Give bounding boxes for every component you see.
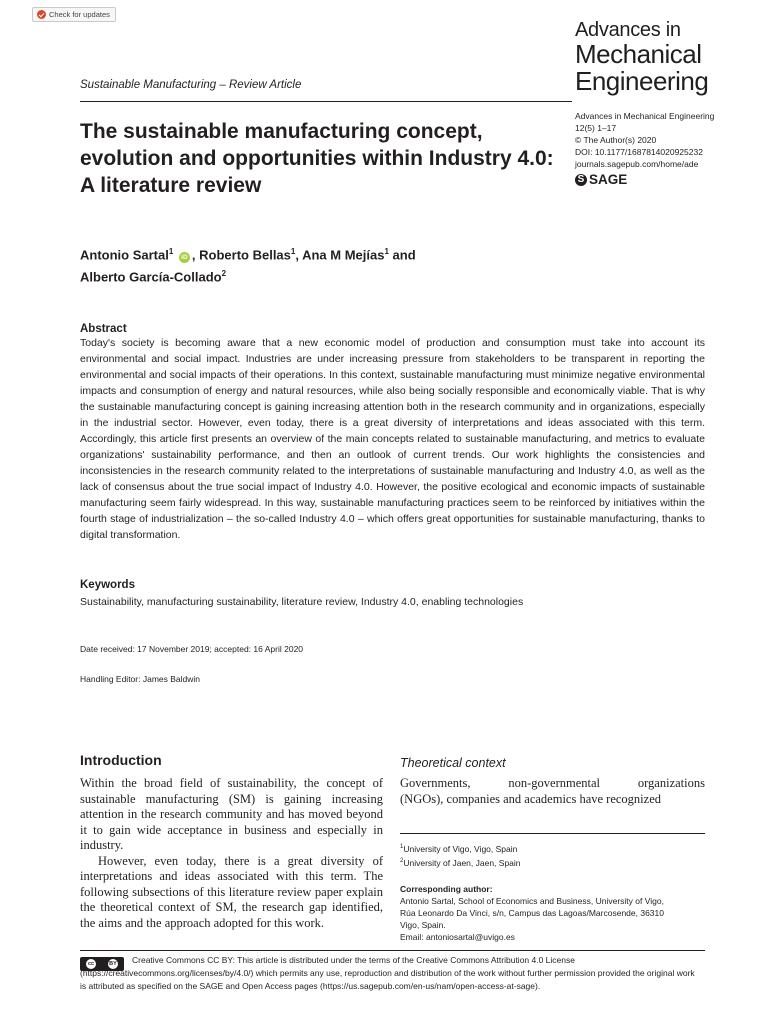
author-affiliation-sup: 1 xyxy=(168,247,174,256)
sage-logo xyxy=(575,172,627,187)
author-conjunction: and xyxy=(388,247,416,263)
keywords-heading: Keywords xyxy=(80,579,135,591)
handling-editor: Handling Editor: James Baldwin xyxy=(80,674,201,684)
text-line: Governments, non-governmental organizations xyxy=(400,776,705,790)
author-name: Alberto García-Collado xyxy=(80,269,222,285)
brand-line-3: Engineering xyxy=(575,66,709,96)
orcid-icon[interactable]: iD xyxy=(179,252,190,263)
text-line: (NGOs), companies and academics have recognized xyxy=(400,791,661,806)
paragraph: Within the broad field of sustainability, the concept of sustainable manufacturing (SM) is gaining increasing attention in the research community and has moved beyond it to gain wide acceptance in business and especially in industry. xyxy=(80,776,383,852)
author-name: Antonio Sartal xyxy=(80,247,169,263)
corresponding-line: Rúa Leonardo Da Vinci, s/n, Campus das Lagoas/Marcosende, 36310 xyxy=(400,908,664,918)
check-for-updates-label: Check for updates xyxy=(49,10,110,19)
license-text: Creative Commons CC BY: This article is distributed under the terms of the Creative Commons Attribution 4.0 License (https://creativecommons.org/licenses/by/4.0/) which permits any use, reproduction and distribution of the work without further permission provided the original work is attributed as specified on the SAGE and Open Access pages (https://us.sagepub.com/en-us/nam/open-access-at-sage). xyxy=(80,955,695,991)
journal-name: Advances in Mechanical Engineering xyxy=(575,111,715,121)
author-name: , Ana M Mejías xyxy=(295,247,385,263)
sage-icon: S xyxy=(575,174,587,186)
cc-icon: cc xyxy=(87,961,95,967)
journal-url[interactable]: journals.sagepub.com/home/ade xyxy=(575,159,699,169)
journal-brand xyxy=(575,20,708,94)
brand-line-2: Mechanical xyxy=(575,39,702,69)
author-affiliation-sup: 1 xyxy=(384,247,389,256)
affiliation: University of Jaen, Jaen, Spain xyxy=(403,857,521,868)
corresponding-heading: Corresponding author: xyxy=(400,884,493,894)
divider xyxy=(80,101,572,102)
affiliation-sup: 1 xyxy=(400,844,404,850)
journal-doi[interactable]: DOI: 10.1177/1687814020925232 xyxy=(575,147,703,157)
by-icon: BY xyxy=(109,961,117,967)
corresponding-line: Antonio Sartal, School of Economics and Business, University of Vigo, xyxy=(400,896,664,906)
author-name: , Roberto Bellas xyxy=(191,247,291,263)
date-received: Date received: 17 November 2019; accepted: 16 April 2020 xyxy=(80,644,304,654)
article-title: The sustainable manufacturing concept, evolution and opportunities within Industry 4.0: A literature review xyxy=(80,120,554,197)
theoretical-context-body xyxy=(400,776,705,807)
check-icon xyxy=(37,10,46,19)
affiliations xyxy=(400,841,521,869)
divider xyxy=(80,950,705,951)
journal-meta xyxy=(575,110,745,170)
abstract-heading: Abstract xyxy=(80,323,127,335)
keywords-text: Sustainability, manufacturing sustainability, literature review, Industry 4.0, enabling technologies xyxy=(80,596,524,608)
sage-label: SAGE xyxy=(589,172,628,187)
check-for-updates-button[interactable] xyxy=(32,7,116,22)
journal-volume: 12(5) 1–17 xyxy=(575,123,617,133)
author-list xyxy=(80,242,416,287)
abstract-text: Today's society is becoming aware that a new economic model of production and consumption must take into account its environmental and social impact. Industries are under increasing pressure from stakeholders to be transparent in reporting the environmental and social impacts of their operations. In this context, sustainable manufacturing must minimize negative environmental impacts and consumption of energy and natural resources, while also being socially responsible and economically viable. That is why the sustainable manufacturing concept is gaining increasing attention both in the research community and in organizations, especially in the industrial sector. However, even today, there is a great diversity of interpretations and ideas associated with this term. Accordingly, this article first presents an overview of the main concepts related to sustainable manufacturing, and metrics to evaluate organizations' sustainability performance, and then an outlook of current trends. Our work highlights the consistencies and inconsistencies in the research community related to the interpretations of sustainable manufacturing and Industry 4.0, as well as the lack of consensus about the true social impact of Industry 4.0. However, the positive ecological and economic impacts of sustainable manufacturing seem fairly widespread. In this way, sustainable manufacturing practices seem to be reinforced by initiatives within the fourth stage of industrialization – the so-called Industry 4.0 – which offers great opportunities for sustainable manufacturing, thanks to digital transformation. xyxy=(80,337,705,541)
paragraph: However, even today, there is a great diversity of interpretations and ideas associated with this term. The following subsections of this literature review paper explain the theoretical context of SM, the research gap identified, the aims and the approach adopted for this work. xyxy=(80,853,383,930)
introduction-heading: Introduction xyxy=(80,752,162,768)
affiliation: University of Vigo, Vigo, Spain xyxy=(403,843,518,854)
author-affiliation-sup: 2 xyxy=(221,269,227,279)
journal-copyright: © The Author(s) 2020 xyxy=(575,135,657,145)
corresponding-author xyxy=(400,883,705,943)
theoretical-context-heading: Theoretical context xyxy=(400,756,506,770)
affiliation-sup: 2 xyxy=(400,857,404,864)
divider xyxy=(400,833,705,834)
brand-line-1: Advances in xyxy=(575,19,681,41)
author-affiliation-sup: 1 xyxy=(290,247,296,256)
corresponding-email[interactable]: Email: antoniosartal@uvigo.es xyxy=(400,932,515,942)
corresponding-line: Vigo, Spain. xyxy=(400,920,446,930)
section-tag: Sustainable Manufacturing – Review Article xyxy=(80,79,302,91)
introduction-body xyxy=(80,776,383,931)
